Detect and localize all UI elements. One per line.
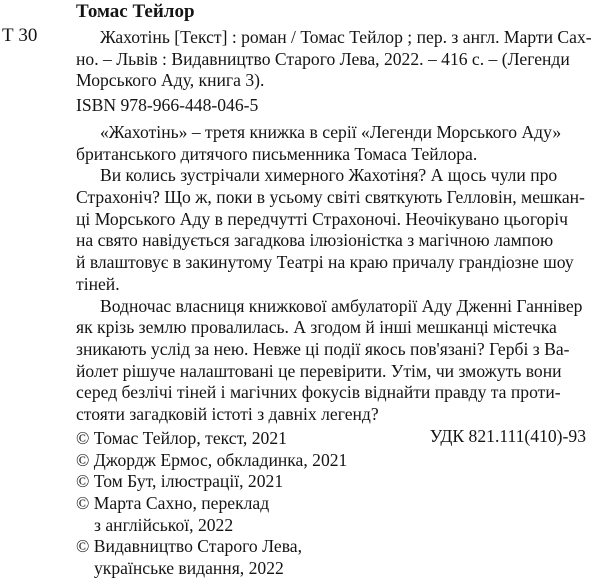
isbn-block <box>76 95 596 117</box>
copyright-line: © Джордж Ермос, обкладинка, 2021 <box>76 449 348 470</box>
bibliographic-line: Жахотінь [Текст] : роман / Томас Тейлор ; пер. з англ. Марти Сах- <box>100 27 592 47</box>
annotation-line: стояти загадковій істоті з давніх легенд? <box>76 403 379 424</box>
annotation-line: йолет рішуче налаштовані це перевірити. Утім, чи зможуть вони <box>76 360 562 381</box>
annotation-line: Ви колись зустрічали химерного Жахотіня? А щось чули про <box>100 165 558 186</box>
annotation <box>76 122 596 447</box>
annotation-line: й влаштовує в закинутому Театрі на краю причалу грандіозне шоу <box>76 252 574 273</box>
annotation-line: британського дитячого письменника Томаса Тейлора. <box>76 143 478 164</box>
copyright-notices <box>76 425 596 580</box>
classification-code: Т 30 <box>2 25 38 46</box>
copyright-line: з англійської, 2022 <box>94 514 234 535</box>
annotation-line: Водночас власниця книжкової амбулаторії Аду Дженні Ганнівер <box>100 295 583 316</box>
copyright-line: © Том Бут, ілюстрації, 2021 <box>76 471 284 492</box>
udc-code: УДК 821.111(410)-93 <box>429 425 586 446</box>
copyright-line: © Томас Тейлор, текст, 2021 <box>76 428 287 448</box>
copyright-line: © Марта Сахно, переклад <box>76 493 270 514</box>
annotation-line: серед безлічі тіней і магічних фокусів віднайти правду та проти- <box>76 382 561 403</box>
annotation-line: Страхоніч? Що ж, поки в усьому світі святкують Гелловін, мешкан- <box>76 187 585 208</box>
isbn: ISBN 978-966-448-046-5 <box>76 95 259 115</box>
copyright-line: © Видавництво Старого Лева, <box>76 536 302 557</box>
annotation-line: на свято навідується загадкова ілюзіоністка з магічною лампою <box>76 230 554 251</box>
annotation-line: «Жахотінь» – третя книжка в серії «Легенди Морського Аду» <box>100 122 562 142</box>
annotation-line: як крізь землю провалилась. А згодом й інші мешканці містечка <box>76 317 557 338</box>
bibliographic-line: но. – Львів : Видавництво Старого Лева, 2022. – 416 с. – (Легенди <box>76 48 570 69</box>
copyright-line: українське видання, 2022 <box>94 558 284 579</box>
annotation-line: зникають услід за нею. Невже ці події якось пов'язані? Гербі з Ва- <box>76 338 570 359</box>
annotation-line: тіней. <box>76 273 120 294</box>
bibliographic-line: Морського Аду, книга 3). <box>76 70 265 91</box>
annotation-line: ці Морського Аду в передчутті Страхоночі. Неочікувано цьогоріч <box>76 208 568 229</box>
author-heading: Томас Тейлор <box>76 1 195 22</box>
bibliographic-description <box>76 27 596 92</box>
